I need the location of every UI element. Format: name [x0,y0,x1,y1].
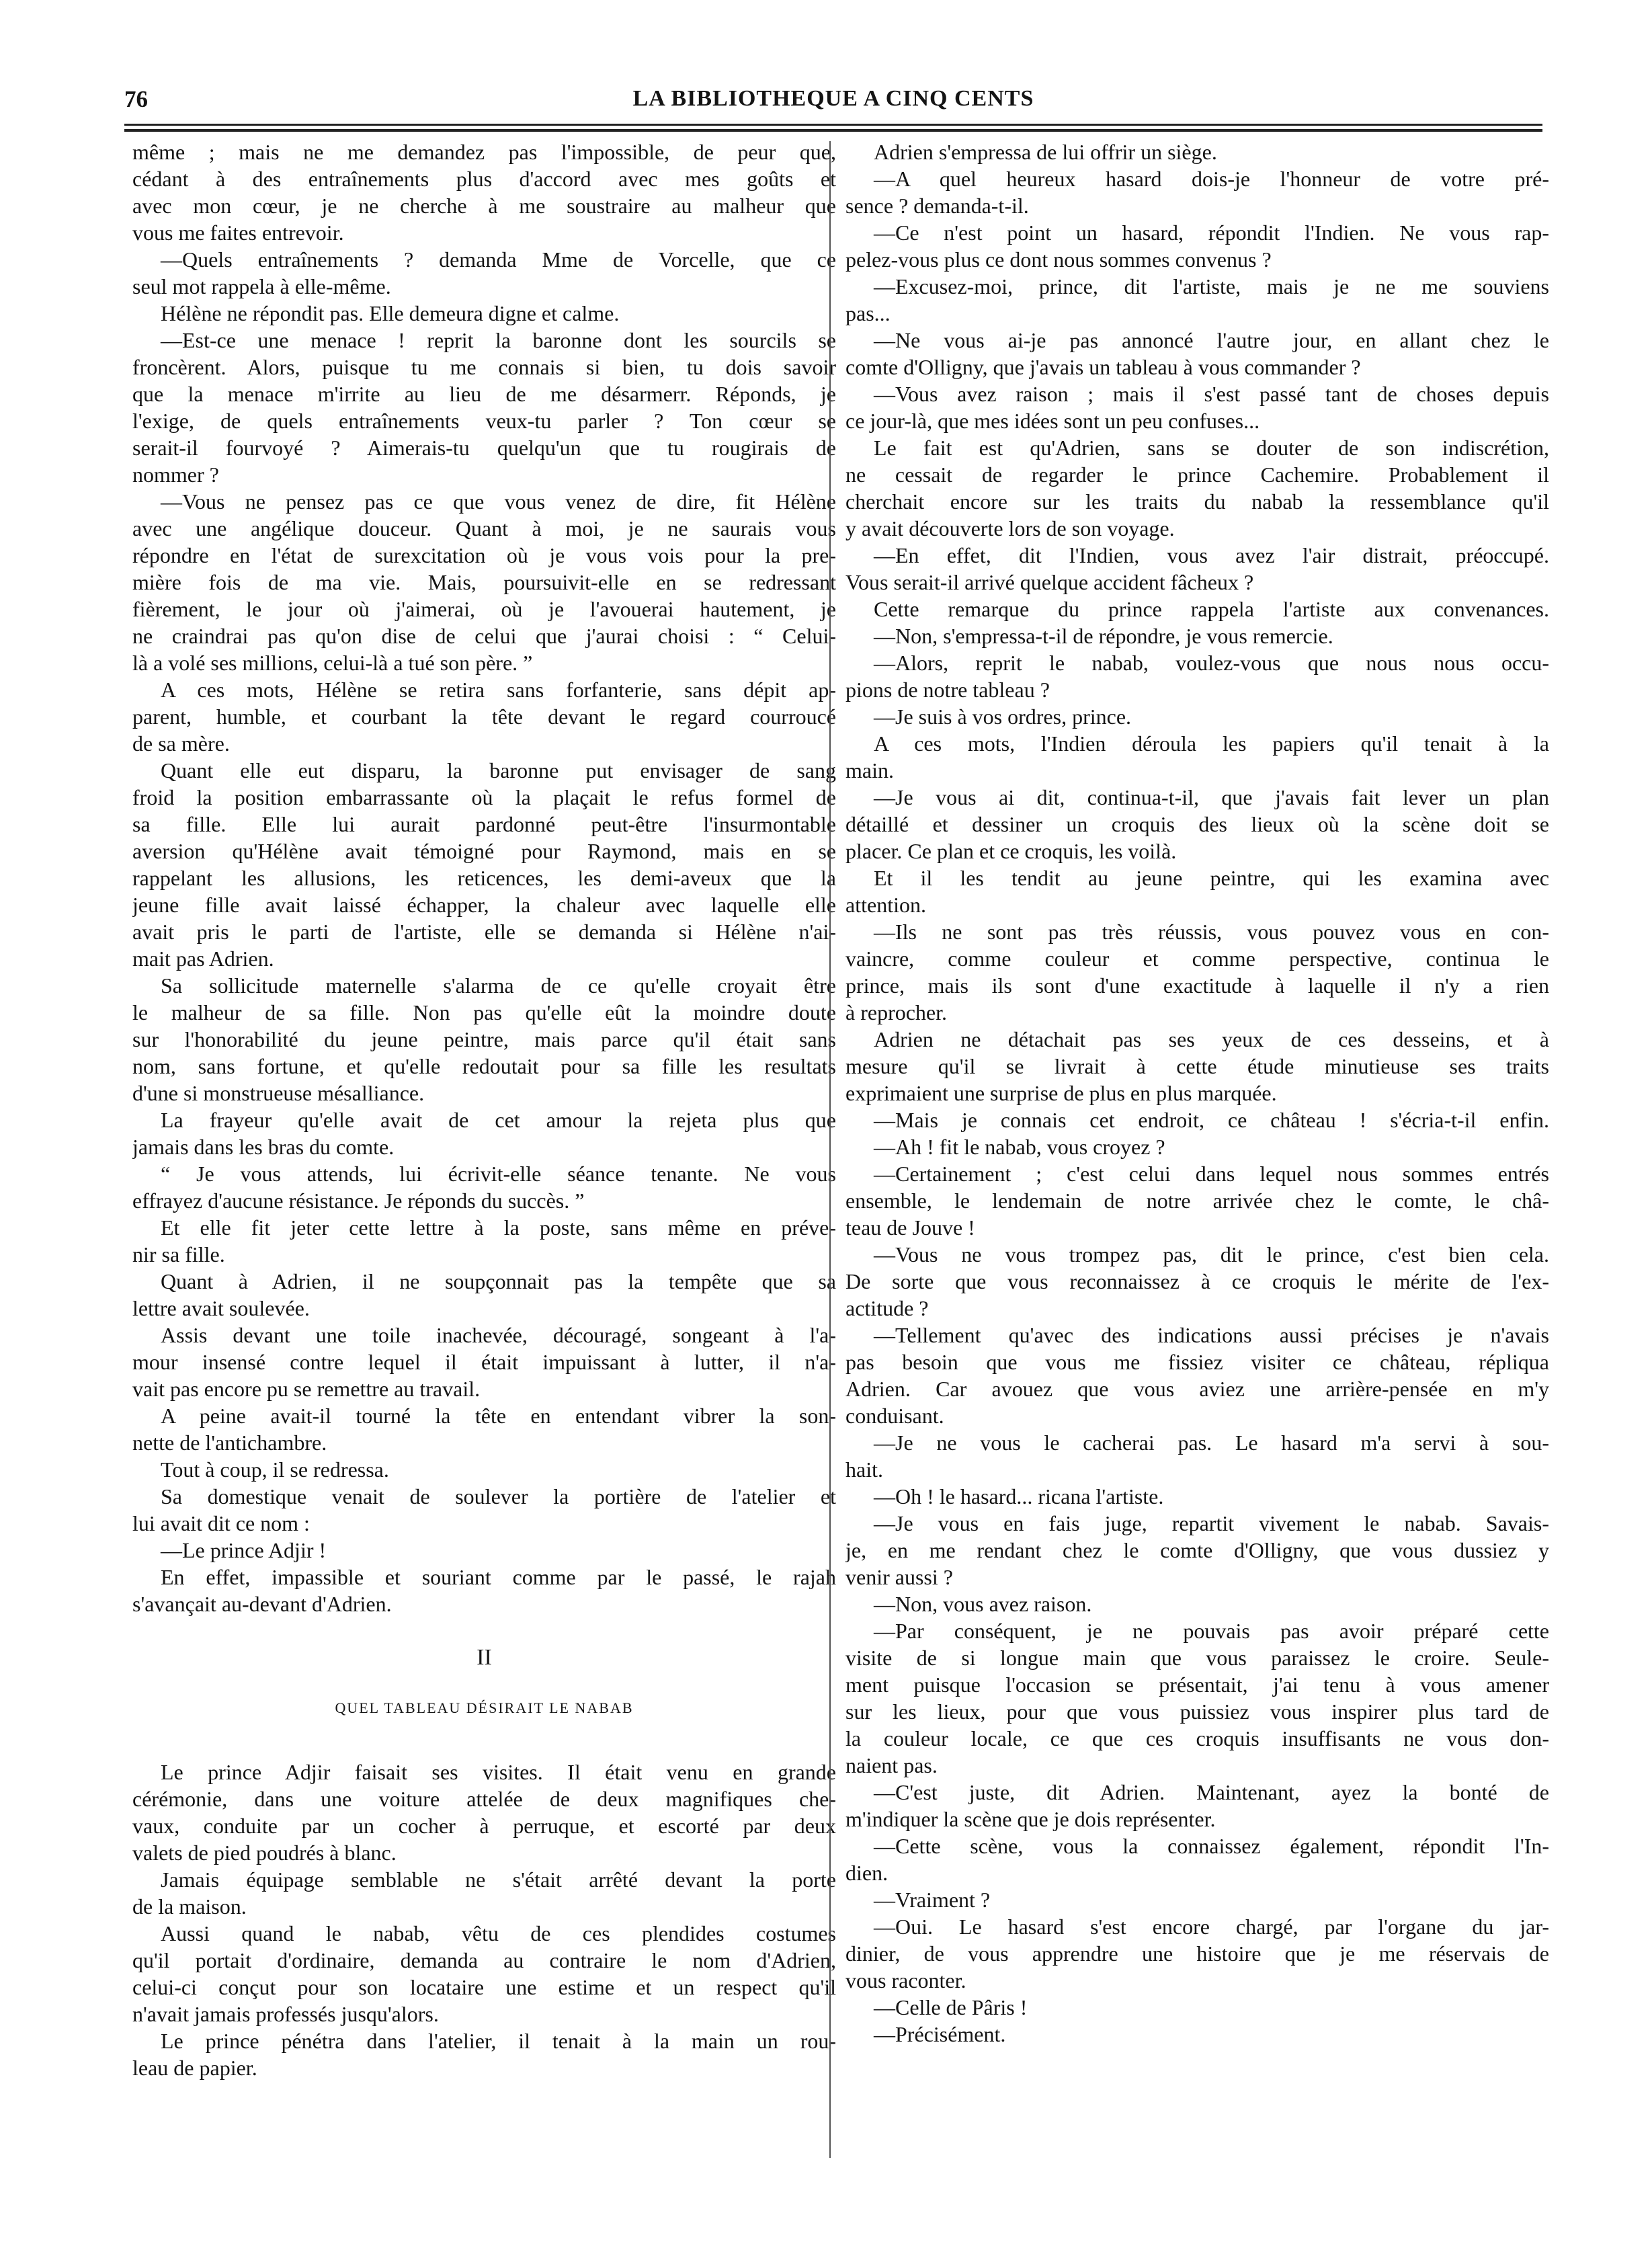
text-line: vaincre, comme couleur et comme perspective, continua le [845,947,1549,971]
text-line: le malheur de sa fille. Non pas qu'elle eût la moindre doute [132,1000,836,1024]
text-line: vaux, conduite par un cocher à perruque, et escorté par deux [132,1814,836,1838]
text-line: Quant à Adrien, il ne soupçonnait pas la tempête que sa [161,1269,836,1293]
text-line: mière fois de ma vie. Mais, poursuivit-elle en se redressant [132,570,836,594]
text-line: Le fait est qu'Adrien, sans se douter de son indiscrétion, [874,436,1549,460]
text-line: De sorte que vous reconnaissez à ce croquis le mérite de l'ex- [845,1269,1549,1293]
text-line: de la maison. [132,1894,247,1919]
text-line: Hélène ne répondit pas. Elle demeura digne et calme. [161,301,620,325]
text-line: fièrement, le jour où j'aimerai, où je l'avouerai hautement, je [132,597,836,621]
text-line: —Je vous ai dit, continua-t-il, que j'avais fait lever un plan [874,785,1549,809]
text-line: —Ah ! fit le nabab, vous croyez ? [874,1135,1165,1159]
text-line: —Celle de Pâris ! [874,1995,1028,2019]
left-column [132,138,836,2081]
text-line: —Vous ne pensez pas ce que vous venez de dire, fit Hélène [161,489,836,514]
text-line: Le prince pénétra dans l'atelier, il tenait à la main un rou- [161,2029,836,2053]
text-line: lettre avait soulevée. [132,1296,310,1320]
text-line: —Le prince Adjir ! [161,1538,327,1562]
text-line: —Oui. Le hasard s'est encore chargé, par l'organe du jar- [874,1915,1549,1939]
text-line: —Ce n'est point un hasard, répondit l'Indien. Ne vous rap- [874,220,1549,245]
text-line: Aussi quand le nabab, vêtu de ces plendides costumes [161,1921,836,1945]
text-line: —C'est juste, dit Adrien. Maintenant, ayez la bonté de [874,1780,1549,1804]
text-line: cherchait encore sur les traits du nabab la ressemblance qu'il [845,489,1549,514]
text-line: A ces mots, Hélène se retira sans forfanterie, sans dépit ap- [161,678,836,702]
text-line: —Certainement ; c'est celui dans lequel nous sommes entrés [874,1162,1549,1186]
text-line: actitude ? [845,1296,929,1320]
text-line: dinier, de vous apprendre une histoire que je me réservais de [845,1941,1549,1966]
column-divider [829,141,831,2158]
text-line: avec une angélique douceur. Quant à moi, je ne saurais vous [132,516,836,540]
running-title: LA BIBLIOTHEQUE A CINQ CENTS [632,86,1034,111]
text-line: y avait découverte lors de son voyage. [845,516,1175,540]
text-line: —Tellement qu'avec des indications aussi précises je n'avais [874,1323,1549,1347]
text-line: nommer ? [132,462,219,487]
text-line: sa fille. Elle lui aurait pardonné peut-être l'insurmontable [132,812,836,836]
section-title: QUEL TABLEAU DÉSIRAIT LE NABAB [335,1699,634,1716]
text-line: ce jour-là, que mes idées sont un peu confuses... [845,409,1260,433]
text-line: jamais dans les bras du comte. [132,1135,395,1159]
right-column [845,138,1549,2048]
text-line: pelez-vous plus ce dont nous sommes convenus ? [845,247,1272,272]
text-line: —En effet, dit l'Indien, vous avez l'air distrait, préoccupé. [874,543,1549,567]
text-line: La frayeur qu'elle avait de cet amour la rejeta plus que [161,1108,836,1132]
text-line: cérémonie, dans une voiture attelée de deux magnifiques che- [132,1787,836,1811]
text-line: —Alors, reprit le nabab, voulez-vous que nous nous occu- [874,651,1549,675]
text-line: sur les lieux, pour que vous puissiez vous inspirer plus tard de [845,1699,1549,1724]
text-line: —Je suis à vos ordres, prince. [874,705,1132,729]
text-line: Cette remarque du prince rappela l'artiste aux convenances. [874,597,1549,621]
text-line: mour insensé contre lequel il était impuissant à lutter, il n'a- [132,1350,836,1374]
text-line: —Mais je connais cet endroit, ce château ! s'écria-t-il enfin. [874,1108,1549,1132]
text-line: —Ils ne sont pas très réussis, vous pouvez vous en con- [874,920,1549,944]
text-line: A ces mots, l'Indien déroula les papiers qu'il tenait à la [874,731,1549,756]
text-line: rappelant les allusions, les reticences, les demi-aveux que la [132,866,836,890]
text-line: —Quels entraînements ? demanda Mme de Vorcelle, que ce [161,247,836,272]
header-rule-thick [124,129,1542,132]
text-line: —Vous ne vous trompez pas, dit le prince, c'est bien cela. [874,1242,1549,1266]
text-line: je, en me rendant chez le comte d'Olligny, que vous dussiez y [845,1538,1549,1562]
text-line: froncèrent. Alors, puisque tu me connais si bien, tu dois savoir [132,355,836,379]
text-line: —Précisément. [874,2022,1006,2046]
text-line: A peine avait-il tourné la tête en entendant vibrer la son- [161,1404,836,1428]
text-line: —Je ne vous le cacherai pas. Le hasard m'a servi à sou- [874,1431,1549,1455]
text-line: l'exige, de quels entraînements veux-tu parler ? Ton cœur se [132,409,836,433]
text-line: vous raconter. [845,1968,966,1993]
text-line: froid la position embarrassante où la plaçait le refus formel de [132,785,836,809]
text-line: parent, humble, et courbant la tête devant le regard courroucé [132,705,836,729]
text-line: de sa mère. [132,731,230,756]
text-line: d'une si monstrueuse mésalliance. [132,1081,425,1105]
text-line: s'avançait au-devant d'Adrien. [132,1592,392,1616]
text-line: nom, sans fortune, et qu'elle redoutait pour sa fille les resultats [132,1054,836,1078]
text-line: —Vous avez raison ; mais il s'est passé tant de choses depuis [874,382,1549,406]
section-number: II [477,1645,492,1670]
text-line: —Oh ! le hasard... ricana l'artiste. [874,1484,1164,1508]
text-line: —A quel heureux hasard dois-je l'honneur de votre pré- [874,167,1549,191]
text-line: mesure qu'il se livrait à cette étude minutieuse ses traits [845,1054,1549,1078]
text-line: dien. [845,1861,889,1885]
text-line: Adrien. Car avouez que vous aviez une arrière-pensée en m'y [845,1377,1549,1401]
text-line: Le prince Adjir faisait ses visites. Il était venu en grande [161,1760,836,1784]
text-line: cédant à des entraînements plus d'accord avec mes goûts et [132,167,836,191]
text-line: En effet, impassible et souriant comme par le passé, le rajah [161,1565,836,1589]
text-line: ensemble, le lendemain de notre arrivée chez le comte, le châ- [845,1189,1549,1213]
text-line: —Par conséquent, je ne pouvais pas avoir préparé cette [874,1619,1549,1643]
text-line: Et il les tendit au jeune peintre, qui les examina avec [874,866,1549,890]
text-line: m'indiquer la scène que je dois représenter. [845,1807,1216,1831]
text-line: Jamais équipage semblable ne s'était arrêté devant la porte [161,1867,836,1892]
text-line: exprimaient une surprise de plus en plus marquée. [845,1081,1277,1105]
text-line: là a volé ses millions, celui-là a tué son père. ” [132,651,533,675]
text-line: avait pris le parti de l'artiste, elle se demanda si Hélène n'ai- [132,920,836,944]
text-line: naient pas. [845,1753,938,1777]
text-line: n'avait jamais professés jusqu'alors. [132,2002,439,2026]
text-line: —Je vous en fais juge, repartit vivement le nabab. Savais- [874,1511,1549,1535]
text-line: Vous serait-il arrivé quelque accident fâcheux ? [845,570,1254,594]
text-line: vait pas encore pu se remettre au travail. [132,1377,481,1401]
text-line: —Excusez-moi, prince, dit l'artiste, mais je ne me souviens [874,274,1549,298]
page-number: 76 [124,86,148,112]
text-line: visite de si longue main que vous paraissez le croire. Seule- [845,1646,1549,1670]
text-line: même ; mais ne me demandez pas l'impossible, de peur que, [132,140,836,164]
text-line: pions de notre tableau ? [845,678,1050,702]
text-line: Assis devant une toile inachevée, découragé, songeant à l'a- [161,1323,836,1347]
text-line: la couleur locale, ce que ces croquis insuffisants ne vous don- [845,1726,1549,1750]
text-line: aversion qu'Hélène avait témoigné pour Raymond, mais en se [132,839,836,863]
text-line: sur l'honorabilité du jeune peintre, mais parce qu'il était sans [132,1027,836,1051]
text-line: Sa sollicitude maternelle s'alarma de ce qu'elle croyait être [161,973,836,998]
text-line: —Ne vous ai-je pas annoncé l'autre jour, en allant chez le [874,328,1549,352]
text-line: effrayez d'aucune résistance. Je réponds du succès. ” [132,1189,585,1213]
text-line: pas... [845,301,891,325]
text-line: mait pas Adrien. [132,947,274,971]
text-line: lui avait dit ce nom : [132,1511,310,1535]
text-line: pas besoin que vous me fissiez visiter ce château, répliqua [845,1350,1549,1374]
text-line: hait. [845,1457,883,1482]
text-line: leau de papier. [132,2056,257,2080]
text-line: main. [845,758,894,782]
text-line: avec mon cœur, je ne cherche à me soustraire au malheur que [132,194,836,218]
text-line: Adrien ne détachait pas ses yeux de ces desseins, et à [874,1027,1549,1051]
text-line: serait-il fourvoyé ? Aimerais-tu quelqu'un que tu rougirais de [132,436,836,460]
text-line: —Vraiment ? [874,1888,991,1912]
text-line: “ Je vous attends, lui écrivit-elle séance tenante. Ne vous [161,1162,836,1186]
text-line: nette de l'antichambre. [132,1431,327,1455]
text-line: sence ? demanda-t-il. [845,194,1029,218]
text-line: attention. [845,893,926,917]
text-line: —Est-ce une menace ! reprit la baronne dont les sourcils se [161,328,836,352]
text-line: placer. Ce plan et ce croquis, les voilà. [845,839,1177,863]
text-line: nir sa fille. [132,1242,225,1266]
text-line: Quant elle eut disparu, la baronne put envisager de sang [161,758,836,782]
header-rule [124,124,1542,126]
text-line: jeune fille avait laissé échapper, la chaleur avec laquelle elle [132,893,836,917]
text-line: seul mot rappela à elle-même. [132,274,391,298]
text-line: celui-ci conçut pour son locataire une estime et un respect qu'il [132,1975,836,1999]
text-line: Tout à coup, il se redressa. [161,1457,389,1482]
left-column-text [132,138,836,1617]
text-line: Et elle fit jeter cette lettre à la poste, sans même en préve- [161,1215,836,1240]
text-line: vous me faites entrevoir. [132,220,344,245]
text-line: Adrien s'empressa de lui offrir un siège. [874,140,1217,164]
text-line: —Non, s'empressa-t-il de répondre, je vous remercie. [874,624,1333,648]
text-line: valets de pied poudrés à blanc. [132,1841,397,1865]
text-line: venir aussi ? [845,1565,953,1589]
text-line: ne cessait de regarder le prince Cachemire. Probablement il [845,462,1549,487]
right-column-text [845,138,1549,2048]
text-line: à reprocher. [845,1000,948,1024]
text-line: comte d'Olligny, que j'avais un tableau à vous commander ? [845,355,1361,379]
text-line: que la menace m'irrite au lieu de me désarmerr. Réponds, je [132,382,836,406]
text-line: Sa domestique venait de soulever la portière de l'atelier et [161,1484,836,1508]
left-column-text-after [132,1759,836,2081]
text-line: —Cette scène, vous la connaissez également, répondit l'In- [874,1834,1549,1858]
text-line: teau de Jouve ! [845,1215,975,1240]
text-line: prince, mais ils sont d'une exactitude à laquelle il n'y a rien [845,973,1549,998]
text-line: —Non, vous avez raison. [874,1592,1092,1616]
text-line: répondre en l'état de surexcitation où je vous vois pour la pre- [132,543,836,567]
text-line: ne craindrai pas qu'on dise de celui que j'aurai choisi : “ Celui- [132,624,836,648]
page-header [124,86,1542,117]
text-line: qu'il portait d'ordinaire, demanda au contraire le nom d'Adrien, [132,1948,836,1972]
text-line: détaillé et dessiner un croquis des lieux où la scène doit se [845,812,1549,836]
text-line: conduisant. [845,1404,944,1428]
text-line: ment puisque l'occasion se présentait, j'ai tenu à vous amener [845,1673,1549,1697]
